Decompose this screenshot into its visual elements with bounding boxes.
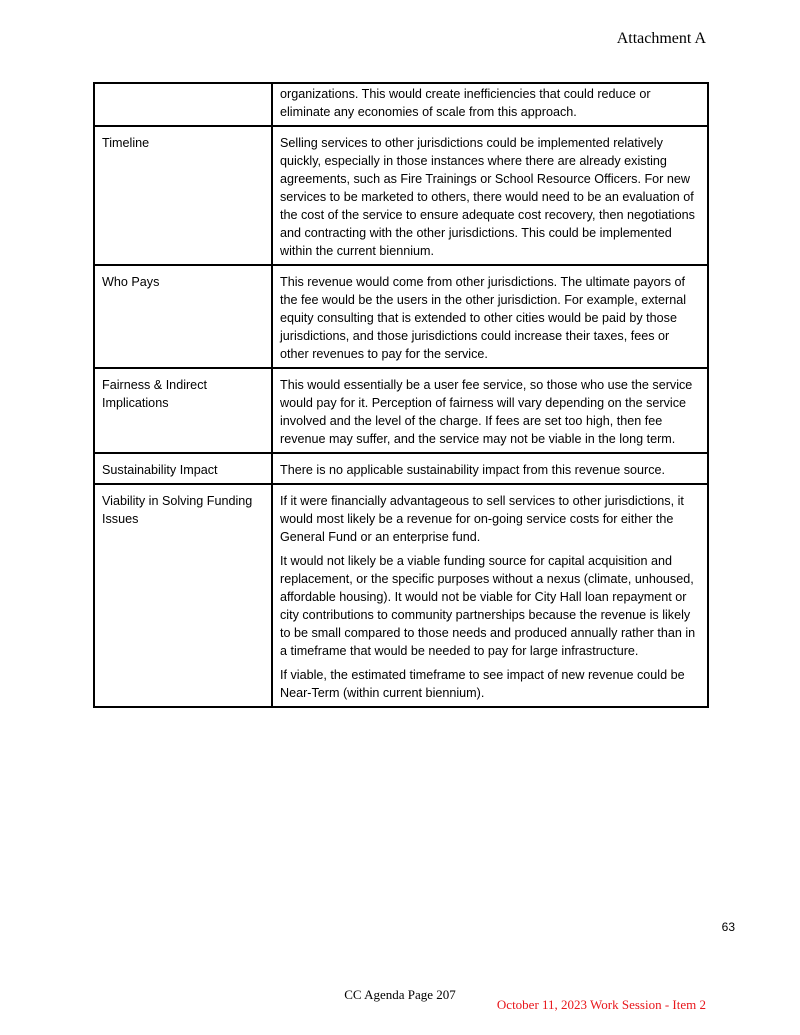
row-content — [272, 83, 708, 126]
row-content — [272, 453, 708, 484]
table-row-continuation — [94, 83, 708, 126]
table-row-sustainability — [94, 453, 708, 484]
row-paragraph: This would essentially be a user fee service, so those who use the service would pay for it. Perception of fairness will vary depending on the service involved and the level of the charge. If fees are set too high, then fee revenue may suffer, and the service may not be viable in the long term. — [280, 378, 693, 446]
row-paragraph: If it were financially advantageous to sell services to other jurisdictions, it would most likely be a revenue for on-going service costs for either the General Fund or an enterprise fund. — [280, 494, 684, 544]
row-label: Timeline — [94, 126, 272, 265]
row-label: Sustainability Impact — [94, 453, 272, 484]
row-paragraph: There is no applicable sustainability impact from this revenue source. — [280, 463, 665, 477]
row-content — [272, 368, 708, 453]
table-row-timeline — [94, 126, 708, 265]
row-label: Who Pays — [94, 265, 272, 368]
row-paragraph: organizations. This would create inefficiencies that could reduce or eliminate any economies of scale from this approach. — [280, 87, 651, 119]
row-paragraph: It would not likely be a viable funding source for capital acquisition and replacement, or the specific purposes without a nexus (climate, unhoused, affordable housing). It would not be viable for City Hall loan repayment or city contributions to community partnerships because the revenue is likely to be small compared to those needs and produced annually rather than in a timeframe that would be needed to pay for large infrastructure. — [280, 554, 696, 658]
page-number: 63 — [721, 920, 735, 934]
attachment-label: Attachment A — [616, 30, 706, 47]
row-content — [272, 126, 708, 265]
table-row-fairness — [94, 368, 708, 453]
row-paragraph: Selling services to other jurisdictions could be implemented relatively quickly, especially in those instances where there are already existing agreements, such as Fire Trainings or School Resource Officers. For new services to be marketed to others, there would need to be an evaluation of the cost of the service to ensure adequate cost recovery, then negotiations and contracting with the other jurisdictions. This could be implemented within the current biennium. — [280, 136, 695, 258]
row-content — [272, 484, 708, 707]
row-paragraph: If viable, the estimated timeframe to see impact of new revenue could be Near-Term (within current biennium). — [280, 668, 685, 700]
table-row-who-pays — [94, 265, 708, 368]
table-row-viability — [94, 484, 708, 707]
row-paragraph: This revenue would come from other jurisdictions. The ultimate payors of the fee would be the users in the other jurisdiction. For example, external equity consulting that is extended to other cities would be paid by those jurisdictions, and those jurisdictions could increase their taxes, fees or other revenues to pay for the service. — [280, 275, 687, 361]
work-session-label: October 11, 2023 Work Session - Item 2 — [496, 997, 706, 1012]
row-label: Viability in Solving Funding Issues — [94, 484, 272, 707]
agenda-page-label: CC Agenda Page 207 — [344, 987, 456, 1002]
revenue-analysis-table — [93, 82, 709, 708]
row-label — [94, 83, 272, 126]
row-label: Fairness & Indirect Implications — [94, 368, 272, 453]
row-content — [272, 265, 708, 368]
